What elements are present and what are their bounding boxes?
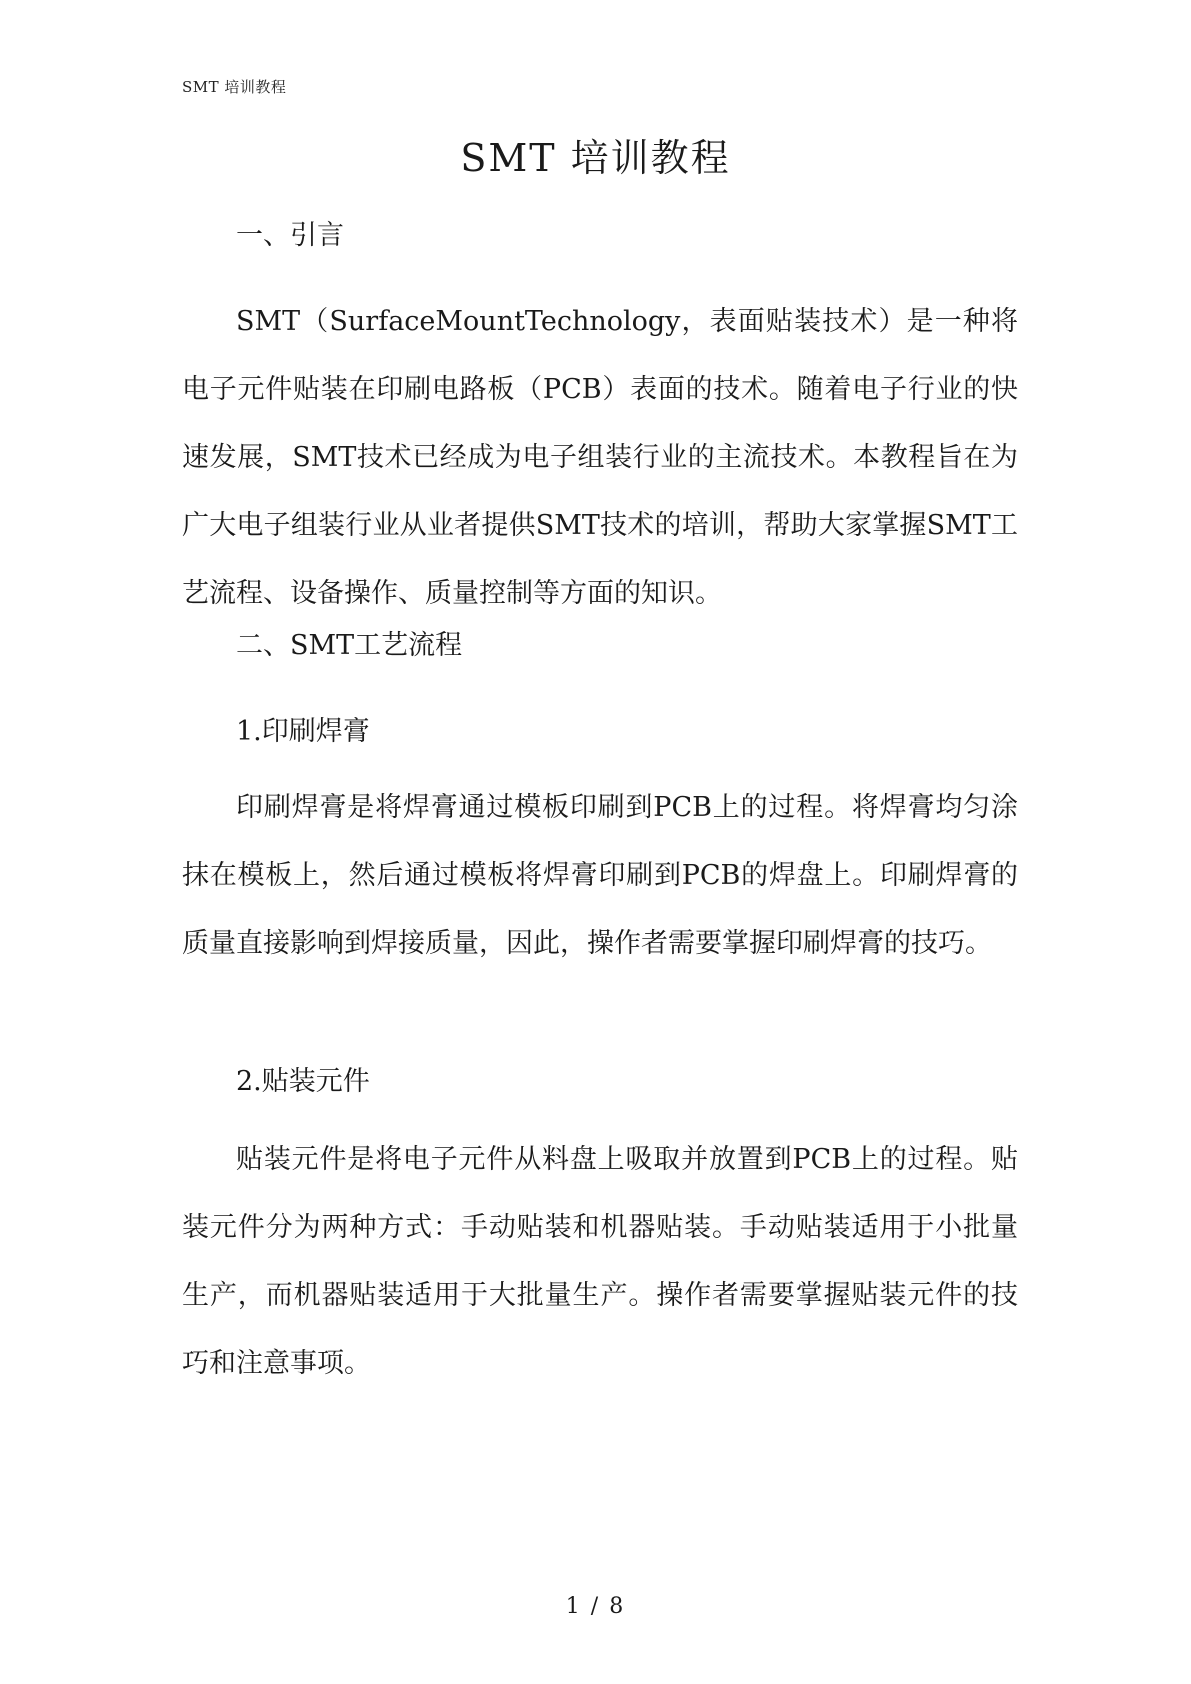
- section-heading-introduction: 一、引言: [236, 220, 344, 251]
- section-heading-smt-process: 二、SMT工艺流程: [236, 630, 463, 661]
- paragraph-introduction: SMT（SurfaceMountTechnology，表面贴装技术）是一种将电子元件贴装在印刷电路板（PCB）表面的技术。随着电子行业的快速发展，SMT技术已经成为电子组装行业的主流技术。本教程旨在为广大电子组装行业从业者提供SMT技术的培训，帮助大家掌握SMT工艺流程、设备操作、质量控制等方面的知识。: [182, 306, 1018, 609]
- subsection-heading-component-placement: 2.贴装元件: [236, 1066, 370, 1097]
- document-title: SMT 培训教程: [460, 136, 731, 180]
- subsection-heading-solder-paste-printing: 1.印刷焊膏: [236, 716, 370, 747]
- paragraph-component-placement: 贴装元件是将电子元件从料盘上吸取并放置到PCB上的过程。贴装元件分为两种方式：手动贴装和机器贴装。手动贴装适用于小批量生产，而机器贴装适用于大批量生产。操作者需要掌握贴装元件的技巧和注意事项。: [182, 1144, 1018, 1379]
- paragraph-solder-paste-printing: 印刷焊膏是将焊膏通过模板印刷到PCB上的过程。将焊膏均匀涂抹在模板上，然后通过模板将焊膏印刷到PCB的焊盘上。印刷焊膏的质量直接影响到焊接质量，因此，操作者需要掌握印刷焊膏的技巧。: [182, 792, 1018, 959]
- running-header: SMT 培训教程: [182, 78, 287, 96]
- page-number: 1 / 8: [565, 1594, 626, 1619]
